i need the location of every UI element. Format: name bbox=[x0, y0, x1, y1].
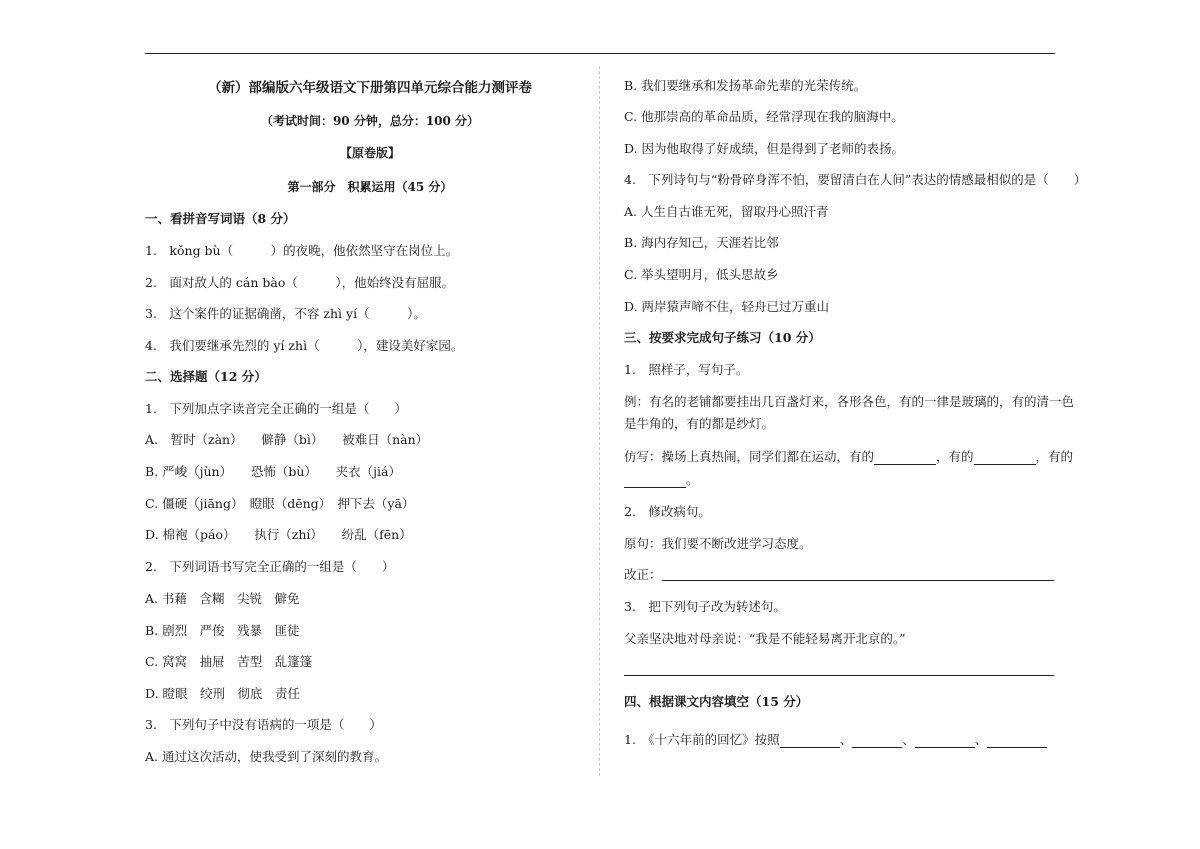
question-1-3: 3. 这个案件的证据确凿，不容 zhì yí（ ）。 bbox=[145, 306, 426, 321]
answer-blank[interactable] bbox=[974, 451, 1036, 465]
original-sentence: 原句：我们要不断改进学习态度。 bbox=[624, 536, 812, 551]
indirect-speech-answer-line[interactable] bbox=[624, 675, 1054, 676]
answer-blank[interactable] bbox=[987, 734, 1047, 748]
option-2-3-b: B. 我们要继承和发扬革命先辈的光荣传统。 bbox=[624, 78, 867, 93]
question-2-2: 2. 下列词语书写完全正确的一组是（ ） bbox=[145, 559, 395, 574]
imitation-line-1 bbox=[624, 449, 1073, 465]
question-1-4: 4. 我们要继承先烈的 yí zhì（ ），建设美好家园。 bbox=[145, 338, 464, 353]
answer-blank[interactable] bbox=[852, 734, 902, 748]
question-3-1: 1. 照样子，写句子。 bbox=[624, 362, 749, 377]
example-sentence-line-2: 是牛角的，有的都是纱灯。 bbox=[624, 416, 775, 431]
answer-blank[interactable] bbox=[624, 474, 686, 488]
option-2-2-a: A. 书藉 含糊 尖锐 僻免 bbox=[145, 591, 300, 606]
answer-blank[interactable] bbox=[874, 451, 936, 465]
separator: 、 bbox=[974, 732, 988, 747]
option-2-1-b: B. 严峻（jùn） 恐怖（bù） 夹衣（jiá） bbox=[145, 464, 401, 479]
section-4-heading: 四、根据课文内容填空（15 分） bbox=[624, 694, 809, 709]
option-2-4-c: C. 举头望明月，低头思故乡 bbox=[624, 267, 779, 282]
option-2-1-c: C. 僵硬（jiāng） 瞪眼（dēng） 押下去（yā） bbox=[145, 496, 415, 511]
option-2-3-c: C. 他那崇高的革命品质，经常浮现在我的脑海中。 bbox=[624, 109, 904, 124]
question-3-2: 2. 修改病句。 bbox=[624, 504, 711, 519]
imitation-text-a: 仿写：操场上真热闹，同学们都在运动，有的 bbox=[624, 449, 875, 464]
imitation-text-c: ，有的 bbox=[1035, 449, 1074, 464]
quoted-sentence: 父亲坚决地对母亲说：“我是不能轻易离开北京的。” bbox=[624, 631, 906, 646]
separator: 、 bbox=[839, 732, 853, 747]
question-2-4: 4. 下列诗句与“粉骨碎身浑不怕，要留清白在人间”表达的情感最相似的是（ ） bbox=[624, 172, 1087, 187]
imitation-text-b: ，有的 bbox=[936, 449, 974, 464]
column-divider bbox=[599, 66, 600, 776]
edition-label: 【原卷版】 bbox=[339, 146, 400, 160]
option-2-3-d: D. 因为他取得了好成绩，但是得到了老师的表扬。 bbox=[624, 141, 905, 156]
exam-info: （考试时间：90 分钟，总分：100 分） bbox=[260, 114, 480, 128]
option-2-2-b: B. 剧烈 严俊 残暴 匪徒 bbox=[145, 623, 300, 638]
part-heading: 第一部分 积累运用（45 分） bbox=[287, 180, 453, 194]
imitation-line-2 bbox=[624, 472, 699, 488]
option-2-4-b: B. 海内存知己，天涯若比邻 bbox=[624, 235, 779, 250]
correction-label: 改正： bbox=[624, 567, 662, 582]
option-2-1-d: D. 棉袍（páo） 执行（zhí） 纷乱（fēn） bbox=[145, 527, 412, 542]
option-2-4-d: D. 两岸猿声啼不住，轻舟已过万重山 bbox=[624, 299, 830, 314]
correction-answer-line[interactable] bbox=[662, 580, 1054, 581]
question-3-3: 3. 把下列句子改为转述句。 bbox=[624, 599, 786, 614]
question-2-1: 1. 下列加点字读音完全正确的一组是（ ） bbox=[145, 401, 407, 416]
page-title: （新）部编版六年级语文下册第四单元综合能力测评卷 bbox=[208, 80, 532, 96]
answer-blank[interactable] bbox=[780, 734, 840, 748]
top-rule bbox=[145, 53, 1055, 54]
option-2-4-a: A. 人生自古谁无死，留取丹心照汗青 bbox=[624, 204, 829, 219]
question-2-3: 3. 下列句子中没有语病的一项是（ ） bbox=[145, 717, 382, 732]
question-1-2: 2. 面对敌人的 cán bào（ ），他始终没有屈服。 bbox=[145, 275, 455, 290]
question-4-1-text: 1. 《十六年前的回忆》按照 bbox=[624, 732, 780, 747]
question-1-1: 1. kǒng bù（ ）的夜晚，他依然坚守在岗位上。 bbox=[145, 243, 459, 258]
section-1-heading: 一、看拼音写词语（8 分） bbox=[145, 211, 296, 226]
separator: 、 bbox=[902, 732, 915, 747]
section-3-heading: 三、按要求完成句子练习（10 分） bbox=[624, 330, 821, 345]
section-2-heading: 二、选择题（12 分） bbox=[145, 369, 267, 384]
option-2-2-d: D. 瞪眼 绞刑 彻底 责任 bbox=[145, 686, 301, 701]
option-2-2-c: C. 窝窝 抽屉 苦型 乱篷篷 bbox=[145, 654, 313, 669]
imitation-end: 。 bbox=[686, 472, 699, 487]
example-sentence-line-1: 例：有名的老铺都要挂出几百盏灯来，各形各色，有的一律是玻璃的，有的清一色 bbox=[624, 394, 1075, 409]
option-2-1-a: A. 暂时（zàn） 僻静（bì） 被难日（nàn） bbox=[145, 432, 429, 447]
option-2-3-a: A. 通过这次活动，使我受到了深刻的教育。 bbox=[145, 749, 387, 764]
question-4-1 bbox=[624, 732, 1047, 748]
answer-blank[interactable] bbox=[915, 734, 975, 748]
